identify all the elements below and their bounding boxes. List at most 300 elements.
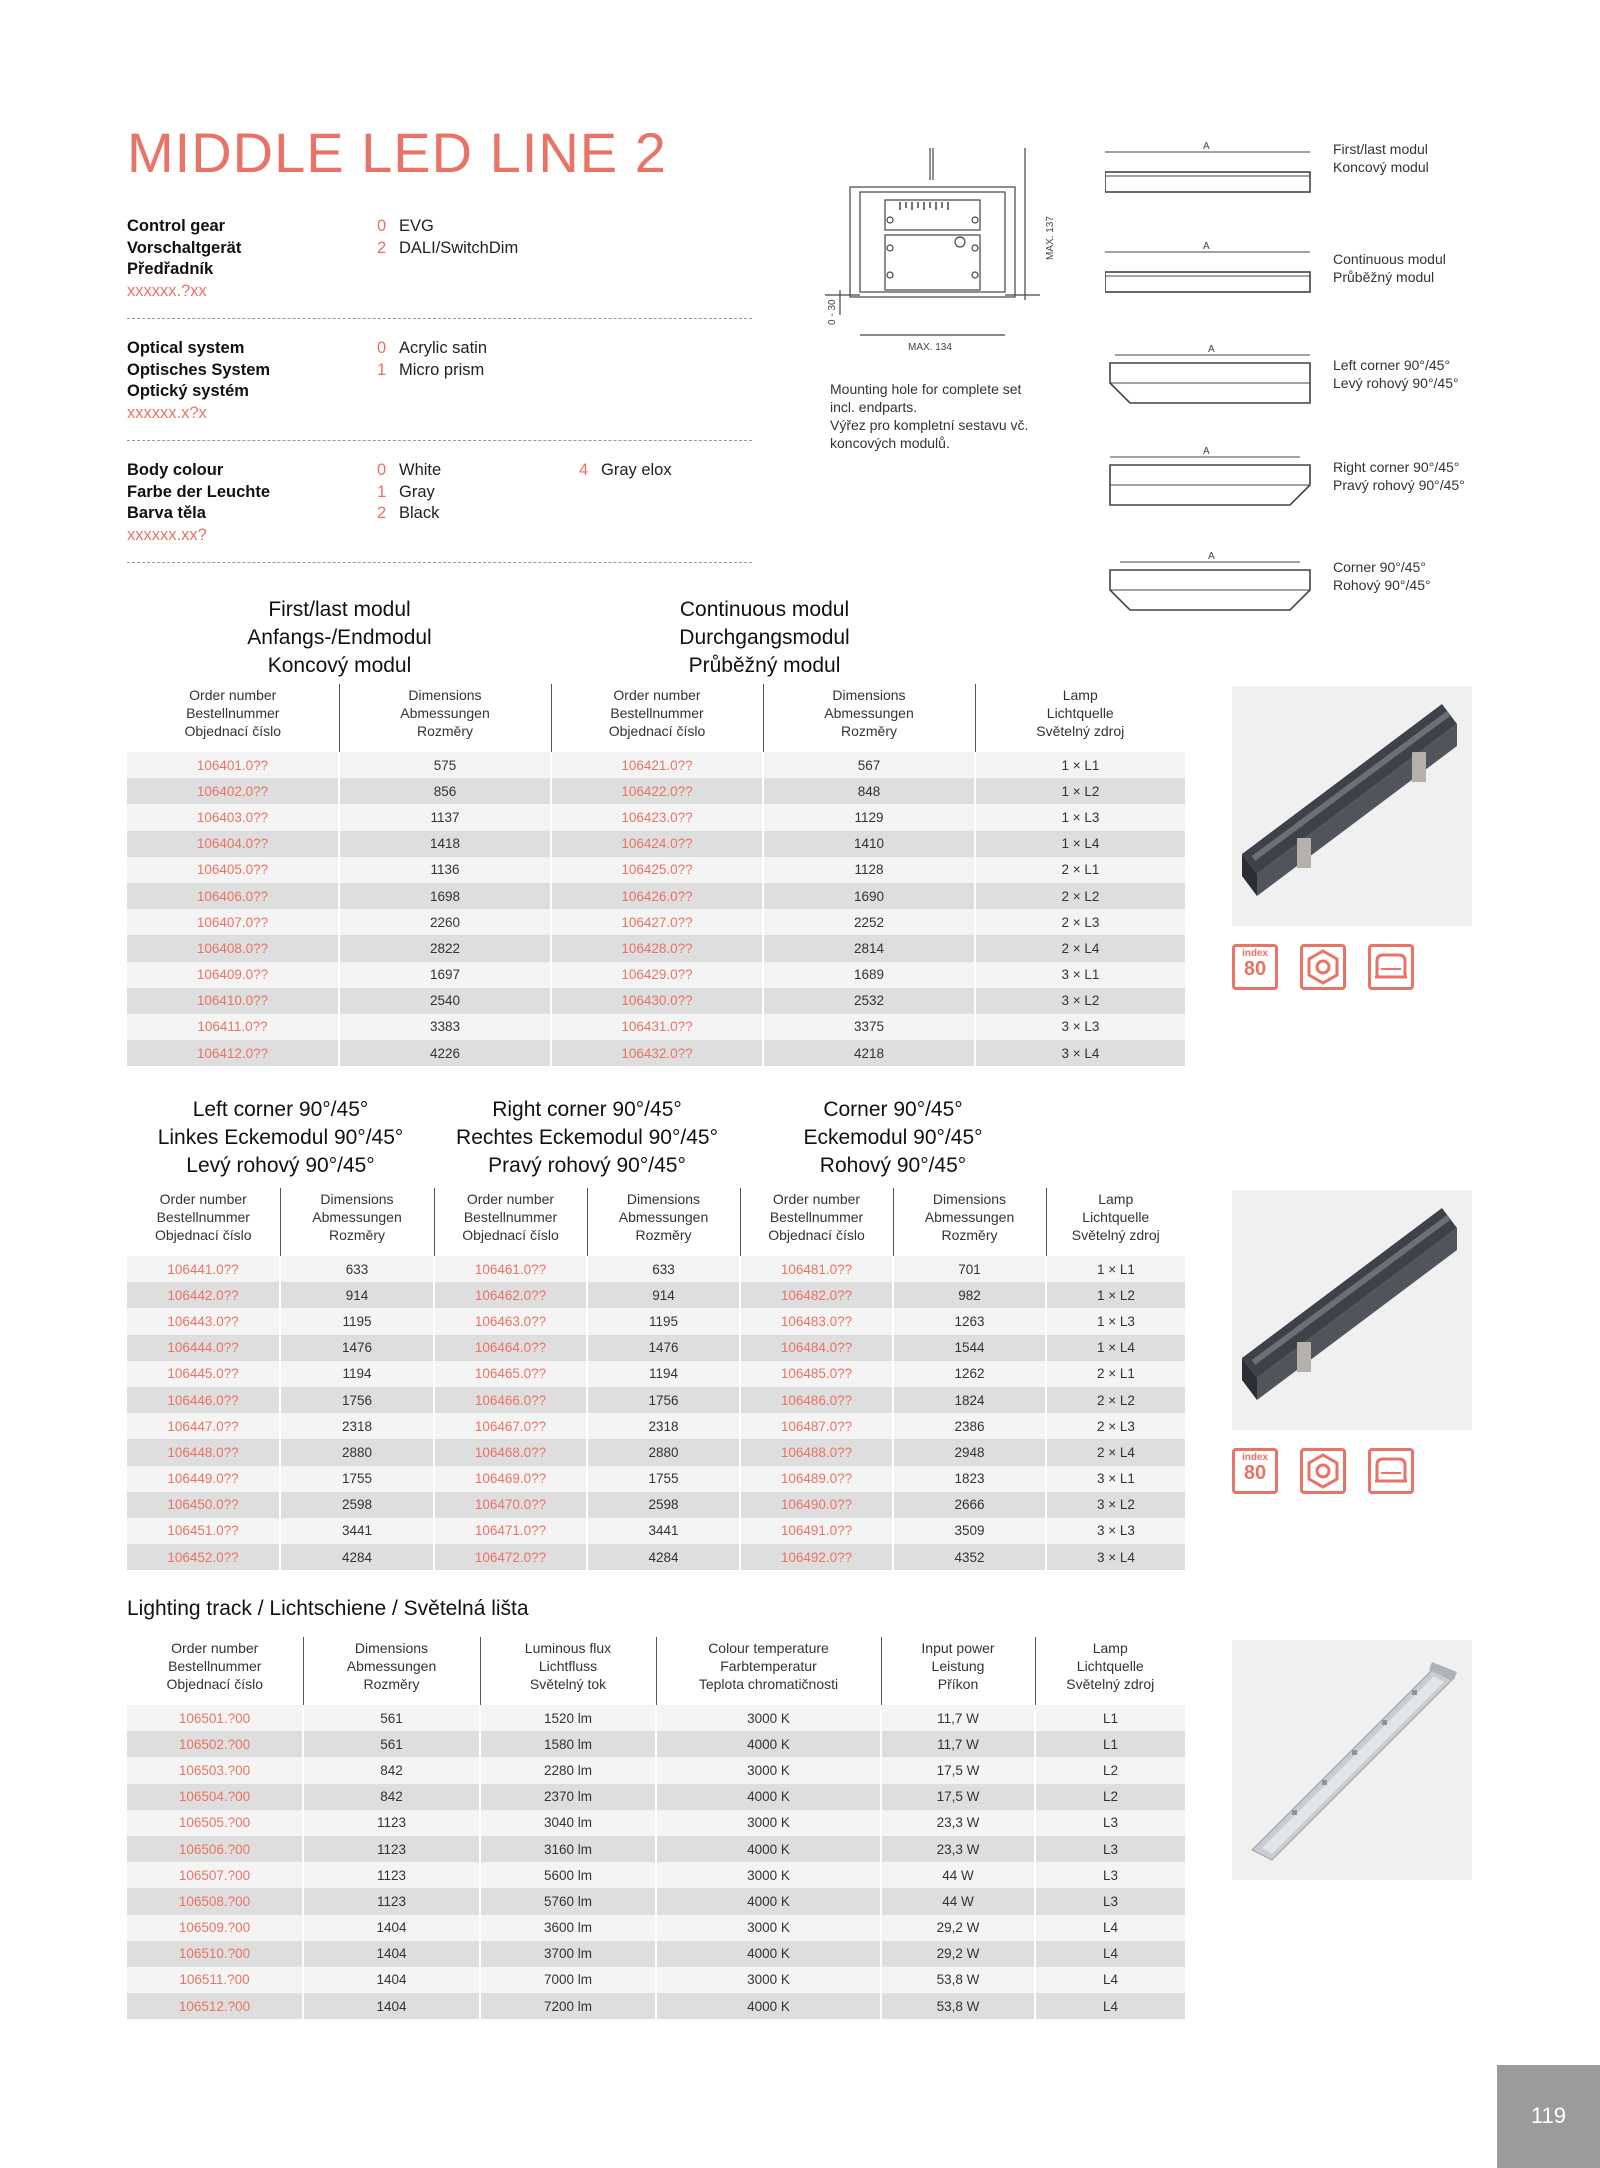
table-cell: 2814 xyxy=(763,935,975,961)
order-number-cell: 106488.0?? xyxy=(740,1439,893,1465)
svg-text:A: A xyxy=(1203,446,1210,457)
order-number-cell: 106444.0?? xyxy=(127,1335,280,1361)
table-cell: 1404 xyxy=(303,1941,480,1967)
col-header-dimensions: Dimensions Abmessungen Rozměry xyxy=(763,684,975,752)
svg-text:MAX. 137: MAX. 137 xyxy=(1045,216,1056,260)
table-cell: 3441 xyxy=(280,1518,434,1544)
table-cell: 1698 xyxy=(339,883,551,909)
order-number-cell: 106503.?00 xyxy=(127,1757,303,1783)
table-cell: 3 × L4 xyxy=(975,1040,1185,1066)
order-number-cell: 106423.0?? xyxy=(551,804,763,830)
table-row xyxy=(127,1040,1185,1066)
table-cell: 2880 xyxy=(280,1439,434,1465)
order-number-cell: 106489.0?? xyxy=(740,1466,893,1492)
table-cell: 1756 xyxy=(280,1387,434,1413)
table-cell: 44 W xyxy=(881,1862,1035,1888)
module-label-corner: Corner 90°/45° Rohový 90°/45° xyxy=(1333,559,1431,593)
order-number-cell: 106449.0?? xyxy=(127,1466,280,1492)
first-last-module-sketch xyxy=(1105,140,1315,210)
order-number-cell: 106468.0?? xyxy=(434,1439,587,1465)
order-number-cell: 106481.0?? xyxy=(740,1256,893,1282)
table-row xyxy=(127,857,1185,883)
left-corner-module-sketch xyxy=(1105,343,1315,413)
recessed-mount-icon xyxy=(1368,1448,1414,1494)
order-number-cell: 106424.0?? xyxy=(551,831,763,857)
table-cell: 1690 xyxy=(763,883,975,909)
table-cell: 4284 xyxy=(280,1544,434,1570)
ip-index-icon: index 80 xyxy=(1232,1448,1278,1494)
table-cell: 2318 xyxy=(587,1413,740,1439)
order-number-cell: 106506.?00 xyxy=(127,1836,303,1862)
table-cell: 1194 xyxy=(280,1361,434,1387)
table-cell: 1404 xyxy=(303,1993,480,2019)
table-cell: 3375 xyxy=(763,1014,975,1040)
hexagon-nut-icon xyxy=(1300,944,1346,990)
order-number-cell: 106451.0?? xyxy=(127,1518,280,1544)
table-row xyxy=(127,1466,1185,1492)
table-cell: 17,5 W xyxy=(881,1757,1035,1783)
order-number-cell: 106447.0?? xyxy=(127,1413,280,1439)
module-label-first-last: First/last modul Koncový modul xyxy=(1333,141,1429,175)
modules-table-corners xyxy=(127,1188,1185,1570)
table-row xyxy=(127,909,1185,935)
product-photo-corner-profile xyxy=(1232,1190,1472,1430)
table-cell: 1137 xyxy=(339,804,551,830)
order-number-cell: 106490.0?? xyxy=(740,1492,893,1518)
table-cell: 1 × L4 xyxy=(975,831,1185,857)
table-cell: 11,7 W xyxy=(881,1731,1035,1757)
table-cell: 3441 xyxy=(587,1518,740,1544)
table-cell: 2822 xyxy=(339,935,551,961)
hexagon-nut-icon xyxy=(1300,1448,1346,1494)
order-number-cell: 106461.0?? xyxy=(434,1256,587,1282)
order-number-cell: 106403.0?? xyxy=(127,804,339,830)
table-cell: 4000 K xyxy=(656,1993,881,2019)
order-number-cell: 106426.0?? xyxy=(551,883,763,909)
table-cell: 2318 xyxy=(280,1413,434,1439)
col-header-lamp: Lamp Lichtquelle Světelný zdroj xyxy=(1046,1188,1185,1256)
table-cell: 3 × L1 xyxy=(975,962,1185,988)
table-cell: L3 xyxy=(1035,1862,1185,1888)
table-cell: 575 xyxy=(339,752,551,778)
option-labels: Optical system Optisches System Optický systém xxxxxx.x?x xyxy=(127,338,270,424)
order-number-cell: 106482.0?? xyxy=(740,1282,893,1308)
table-row xyxy=(127,1888,1185,1914)
order-number-cell: 106469.0?? xyxy=(434,1466,587,1492)
svg-text:0 - 30: 0 - 30 xyxy=(827,299,838,325)
table-cell: 4218 xyxy=(763,1040,975,1066)
order-number-cell: 106411.0?? xyxy=(127,1014,339,1040)
table-cell: 2 × L2 xyxy=(1046,1387,1185,1413)
module-label-continuous: Continuous modul Průběžný modul xyxy=(1333,251,1446,285)
order-number-cell: 106412.0?? xyxy=(127,1040,339,1066)
table-cell: 7200 lm xyxy=(480,1993,656,2019)
table-cell: 1 × L2 xyxy=(1046,1282,1185,1308)
table-cell: 2 × L3 xyxy=(975,909,1185,935)
order-number-cell: 106485.0?? xyxy=(740,1361,893,1387)
order-number-cell: 106432.0?? xyxy=(551,1040,763,1066)
col-header-order-number: Order number Bestellnummer Objednací číslo xyxy=(166,1640,263,1692)
table-cell: 1263 xyxy=(893,1308,1046,1334)
svg-text:A: A xyxy=(1203,241,1210,252)
table-row xyxy=(127,883,1185,909)
table-cell: 848 xyxy=(763,778,975,804)
table-row xyxy=(127,988,1185,1014)
order-number-cell: 106464.0?? xyxy=(434,1335,587,1361)
order-number-cell: 106422.0?? xyxy=(551,778,763,804)
table-cell: L3 xyxy=(1035,1810,1185,1836)
table-cell: 3700 lm xyxy=(480,1941,656,1967)
col-header-dimensions: Dimensions Abmessungen Rozměry xyxy=(893,1188,1046,1256)
table-row xyxy=(127,1862,1185,1888)
col-header-dimensions: Dimensions Abmessungen Rozměry xyxy=(280,1188,434,1256)
table-cell: 29,2 W xyxy=(881,1915,1035,1941)
table-row xyxy=(127,1941,1185,1967)
recessed-mount-icon xyxy=(1368,944,1414,990)
table-cell: 2 × L3 xyxy=(1046,1413,1185,1439)
table-cell: L4 xyxy=(1035,1967,1185,1993)
order-number-cell: 106472.0?? xyxy=(434,1544,587,1570)
table-cell: 23,3 W xyxy=(881,1836,1035,1862)
order-number-cell: 106443.0?? xyxy=(127,1308,280,1334)
order-number-cell: 106466.0?? xyxy=(434,1387,587,1413)
table-cell: 3000 K xyxy=(656,1967,881,1993)
col-header-lamp: Lamp Lichtquelle Světelný zdroj xyxy=(1035,1637,1185,1705)
order-number-cell: 106404.0?? xyxy=(127,831,339,857)
table-cell: 1404 xyxy=(303,1967,480,1993)
order-number-cell: 106487.0?? xyxy=(740,1413,893,1439)
table-cell: 2260 xyxy=(339,909,551,935)
option-labels: Body colour Farbe der Leuchte Barva těla xxxxxx.xx? xyxy=(127,460,270,546)
order-number-cell: 106448.0?? xyxy=(127,1439,280,1465)
order-number-cell: 106483.0?? xyxy=(740,1308,893,1334)
table-cell: 1123 xyxy=(303,1810,480,1836)
order-number-cell: 106484.0?? xyxy=(740,1335,893,1361)
table-cell: 11,7 W xyxy=(881,1705,1035,1731)
col-header-order-number: Order number Bestellnummer Objednací číslo xyxy=(551,684,763,752)
table-cell: 5760 lm xyxy=(480,1888,656,1914)
table-cell: 53,8 W xyxy=(881,1993,1035,2019)
table-row xyxy=(127,1836,1185,1862)
order-number-cell: 106429.0?? xyxy=(551,962,763,988)
order-number-cell: 106410.0?? xyxy=(127,988,339,1014)
table-cell: 3 × L2 xyxy=(1046,1492,1185,1518)
table-cell: 53,8 W xyxy=(881,1967,1035,1993)
table-cell: 4000 K xyxy=(656,1731,881,1757)
table-cell: 2598 xyxy=(587,1492,740,1518)
table-cell: 3 × L4 xyxy=(1046,1544,1185,1570)
table-row xyxy=(127,1492,1185,1518)
page-number: 119 xyxy=(1530,2103,1567,2128)
order-number-cell: 106446.0?? xyxy=(127,1387,280,1413)
table-cell: 633 xyxy=(587,1256,740,1282)
table-cell: 4284 xyxy=(587,1544,740,1570)
table-cell: 1194 xyxy=(587,1361,740,1387)
table-cell: L4 xyxy=(1035,1915,1185,1941)
table-cell: 1404 xyxy=(303,1915,480,1941)
table-cell: 3383 xyxy=(339,1014,551,1040)
table-cell: 2598 xyxy=(280,1492,434,1518)
order-number-cell: 106452.0?? xyxy=(127,1544,280,1570)
table-cell: 2280 lm xyxy=(480,1757,656,1783)
option-values: 0 White 1 Gray 2 Black xyxy=(377,461,442,522)
table-cell: L4 xyxy=(1035,1993,1185,2019)
order-number-cell: 106509.?00 xyxy=(127,1915,303,1941)
table-cell: L4 xyxy=(1035,1941,1185,1967)
table-cell: L1 xyxy=(1035,1705,1185,1731)
table-cell: 3 × L3 xyxy=(975,1014,1185,1040)
order-number-cell: 106511.?00 xyxy=(127,1967,303,1993)
table-row xyxy=(127,1544,1185,1570)
table-cell: 3000 K xyxy=(656,1915,881,1941)
order-number-cell: 106502.?00 xyxy=(127,1731,303,1757)
corner-module-sketch xyxy=(1105,550,1315,620)
order-number-cell: 106409.0?? xyxy=(127,962,339,988)
table-cell: 633 xyxy=(280,1256,434,1282)
table-cell: 1580 lm xyxy=(480,1731,656,1757)
module-label-left-corner: Left corner 90°/45° Levý rohový 90°/45° xyxy=(1333,357,1459,391)
col-header-colour-temperature: Colour temperature Farbtemperatur Teplota chromatičnosti xyxy=(656,1637,881,1705)
option-block-optical-system xyxy=(127,338,752,441)
section-heading-corner: Corner 90°/45° Eckemodul 90°/45° Rohový 90°/45° xyxy=(803,1098,983,1177)
table-cell: 1689 xyxy=(763,962,975,988)
table-row xyxy=(127,1282,1185,1308)
table-cell: 1756 xyxy=(587,1387,740,1413)
table-cell: 1123 xyxy=(303,1862,480,1888)
table-cell: 1136 xyxy=(339,857,551,883)
col-header-input-power: Input power Leistung Příkon xyxy=(881,1637,1035,1705)
table-cell: 914 xyxy=(280,1282,434,1308)
table-cell: 3000 K xyxy=(656,1757,881,1783)
table-cell: 1 × L3 xyxy=(975,804,1185,830)
table-cell: 842 xyxy=(303,1784,480,1810)
order-number-cell: 106425.0?? xyxy=(551,857,763,883)
table-cell: 1123 xyxy=(303,1836,480,1862)
table-cell: 856 xyxy=(339,778,551,804)
option-block-body-colour xyxy=(127,460,752,563)
product-photo-lighting-track xyxy=(1232,1640,1472,1880)
table-cell: 2 × L4 xyxy=(1046,1439,1185,1465)
order-number-cell: 106427.0?? xyxy=(551,909,763,935)
table-cell: 561 xyxy=(303,1731,480,1757)
table-cell: 914 xyxy=(587,1282,740,1308)
table-cell: 17,5 W xyxy=(881,1784,1035,1810)
order-number-cell: 106492.0?? xyxy=(740,1544,893,1570)
order-number-cell: 106512.?00 xyxy=(127,1993,303,2019)
table-cell: L1 xyxy=(1035,1731,1185,1757)
section-heading-right-corner: Right corner 90°/45° Rechtes Eckemodul 90°/45° Pravý rohový 90°/45° xyxy=(456,1098,718,1177)
table-cell: 1824 xyxy=(893,1387,1046,1413)
table-cell: 2666 xyxy=(893,1492,1046,1518)
table-row xyxy=(127,1915,1185,1941)
table-cell: 1128 xyxy=(763,857,975,883)
table-cell: 4000 K xyxy=(656,1784,881,1810)
table-cell: 23,3 W xyxy=(881,1810,1035,1836)
table-cell: 3000 K xyxy=(656,1810,881,1836)
table-cell: 2948 xyxy=(893,1439,1046,1465)
col-header-dimensions: Dimensions Abmessungen Rozměry xyxy=(587,1188,740,1256)
table-cell: L2 xyxy=(1035,1784,1185,1810)
col-header-order-number: Order number Bestellnummer Objednací číslo xyxy=(155,1191,252,1243)
table-cell: 1697 xyxy=(339,962,551,988)
section-heading-first-last: First/last modul Anfangs-/Endmodul Koncový modul xyxy=(247,598,432,677)
order-number-cell: 106465.0?? xyxy=(434,1361,587,1387)
table-cell: 2880 xyxy=(587,1439,740,1465)
table-cell: 2386 xyxy=(893,1413,1046,1439)
order-number-cell: 106504.?00 xyxy=(127,1784,303,1810)
table-cell: 1 × L2 xyxy=(975,778,1185,804)
order-number-cell: 106510.?00 xyxy=(127,1941,303,1967)
section-heading-lighting-track: Lighting track / Lichtschiene / Světelná lišta xyxy=(127,1597,529,1620)
section-heading-left-corner: Left corner 90°/45° Linkes Eckemodul 90°/45° Levý rohový 90°/45° xyxy=(157,1098,404,1177)
table-cell: 2540 xyxy=(339,988,551,1014)
mounting-hole-caption: Mounting hole for complete set incl. endparts. Výřez pro kompletní sestavu vč. koncových modulů. xyxy=(830,381,1029,451)
table-row xyxy=(127,778,1185,804)
order-number-cell: 106505.?00 xyxy=(127,1810,303,1836)
option-code: xxxxxx.xx? xyxy=(127,525,207,544)
table-row xyxy=(127,1784,1185,1810)
table-cell: 4352 xyxy=(893,1544,1046,1570)
order-number-cell: 106470.0?? xyxy=(434,1492,587,1518)
order-number-cell: 106445.0?? xyxy=(127,1361,280,1387)
order-number-cell: 106428.0?? xyxy=(551,935,763,961)
order-number-cell: 106507.?00 xyxy=(127,1862,303,1888)
table-cell: L3 xyxy=(1035,1888,1185,1914)
table-cell: 1262 xyxy=(893,1361,1046,1387)
table-row xyxy=(127,1731,1185,1757)
feature-icons-row xyxy=(1232,944,1412,992)
table-row xyxy=(127,1705,1185,1731)
svg-text:A: A xyxy=(1203,141,1210,152)
table-row xyxy=(127,1335,1185,1361)
table-cell: 1195 xyxy=(587,1308,740,1334)
col-header-order-number: Order number Bestellnummer Objednací číslo xyxy=(184,687,281,739)
table-cell: 3 × L3 xyxy=(1046,1518,1185,1544)
table-cell: 3040 lm xyxy=(480,1810,656,1836)
table-cell: 1755 xyxy=(587,1466,740,1492)
table-cell: 2370 lm xyxy=(480,1784,656,1810)
table-cell: 1 × L4 xyxy=(1046,1335,1185,1361)
table-cell: 3000 K xyxy=(656,1862,881,1888)
order-number-cell: 106431.0?? xyxy=(551,1014,763,1040)
table-row xyxy=(127,1518,1185,1544)
module-label-right-corner: Right corner 90°/45° Pravý rohový 90°/45° xyxy=(1333,459,1465,493)
order-number-cell: 106441.0?? xyxy=(127,1256,280,1282)
table-cell: 5600 lm xyxy=(480,1862,656,1888)
table-cell: 3509 xyxy=(893,1518,1046,1544)
table-cell: 561 xyxy=(303,1705,480,1731)
order-number-cell: 106407.0?? xyxy=(127,909,339,935)
svg-text:MAX. 134: MAX. 134 xyxy=(908,342,952,353)
table-cell: 3 × L1 xyxy=(1046,1466,1185,1492)
modules-table-first-continuous xyxy=(127,684,1185,1066)
table-row xyxy=(127,1993,1185,2019)
table-row xyxy=(127,1810,1185,1836)
table-cell: 2 × L1 xyxy=(975,857,1185,883)
order-number-cell: 106467.0?? xyxy=(434,1413,587,1439)
order-number-cell: 106405.0?? xyxy=(127,857,339,883)
table-cell: L3 xyxy=(1035,1836,1185,1862)
col-header-lamp: Lamp Lichtquelle Světelný zdroj xyxy=(975,684,1185,752)
table-row xyxy=(127,1387,1185,1413)
table-cell: 44 W xyxy=(881,1888,1035,1914)
table-cell: 1410 xyxy=(763,831,975,857)
order-number-cell: 106462.0?? xyxy=(434,1282,587,1308)
product-photo-profile xyxy=(1232,686,1472,926)
order-number-cell: 106408.0?? xyxy=(127,935,339,961)
table-cell: 1823 xyxy=(893,1466,1046,1492)
table-cell: 1418 xyxy=(339,831,551,857)
option-values: 0 EVG 2 DALI/SwitchDim xyxy=(377,217,519,257)
order-number-cell: 106501.?00 xyxy=(127,1705,303,1731)
table-cell: 3 × L2 xyxy=(975,988,1185,1014)
table-cell: 3000 K xyxy=(656,1705,881,1731)
col-header-order-number: Order number Bestellnummer Objednací číslo xyxy=(740,1188,893,1256)
continuous-module-sketch xyxy=(1105,240,1315,310)
table-row xyxy=(127,962,1185,988)
option-code: xxxxxx.x?x xyxy=(127,403,207,422)
svg-text:A: A xyxy=(1208,344,1215,355)
table-cell: 1520 lm xyxy=(480,1705,656,1731)
order-number-cell: 106463.0?? xyxy=(434,1308,587,1334)
option-block-control-gear xyxy=(127,216,752,319)
col-header-order-number: Order number Bestellnummer Objednací číslo xyxy=(434,1188,587,1256)
table-cell: 3160 lm xyxy=(480,1836,656,1862)
option-code: xxxxxx.?xx xyxy=(127,281,207,300)
table-cell: 7000 lm xyxy=(480,1967,656,1993)
table-cell: 1 × L3 xyxy=(1046,1308,1185,1334)
order-number-cell: 106471.0?? xyxy=(434,1518,587,1544)
order-number-cell: 106491.0?? xyxy=(740,1518,893,1544)
table-cell: 2 × L1 xyxy=(1046,1361,1185,1387)
table-row xyxy=(127,752,1185,778)
ip-index-icon: index 80 xyxy=(1232,944,1278,990)
table-row xyxy=(127,831,1185,857)
table-cell: 1123 xyxy=(303,1888,480,1914)
section-heading-continuous: Continuous modul Durchgangsmodul Průběžný modul xyxy=(679,598,850,677)
table-cell: 4226 xyxy=(339,1040,551,1066)
order-number-cell: 106430.0?? xyxy=(551,988,763,1014)
svg-text:A: A xyxy=(1208,551,1215,562)
table-cell: 2532 xyxy=(763,988,975,1014)
table-cell: 29,2 W xyxy=(881,1941,1035,1967)
col-header-dimensions: Dimensions Abmessungen Rozměry xyxy=(339,684,551,752)
table-cell: 2252 xyxy=(763,909,975,935)
order-number-cell: 106486.0?? xyxy=(740,1387,893,1413)
order-number-cell: 106508.?00 xyxy=(127,1888,303,1914)
table-cell: 842 xyxy=(303,1757,480,1783)
page-number-box xyxy=(1497,2065,1600,2168)
table-cell: 1 × L1 xyxy=(975,752,1185,778)
feature-icons-row xyxy=(1232,1448,1412,1496)
order-number-cell: 106402.0?? xyxy=(127,778,339,804)
table-cell: 4000 K xyxy=(656,1888,881,1914)
table-row xyxy=(127,1361,1185,1387)
lighting-track-table xyxy=(127,1637,1185,2019)
right-corner-module-sketch xyxy=(1105,445,1315,515)
option-labels: Control gear Vorschaltgerät Předřadník xxxxxx.?xx xyxy=(127,216,241,302)
table-row xyxy=(127,1967,1185,1993)
table-cell: 1195 xyxy=(280,1308,434,1334)
table-cell: 1476 xyxy=(280,1335,434,1361)
table-row xyxy=(127,935,1185,961)
table-cell: 701 xyxy=(893,1256,1046,1282)
table-cell: 1755 xyxy=(280,1466,434,1492)
table-cell: L2 xyxy=(1035,1757,1185,1783)
page-title: MIDDLE LED LINE 2 xyxy=(127,121,667,184)
order-number-cell: 106421.0?? xyxy=(551,752,763,778)
table-cell: 3600 lm xyxy=(480,1915,656,1941)
